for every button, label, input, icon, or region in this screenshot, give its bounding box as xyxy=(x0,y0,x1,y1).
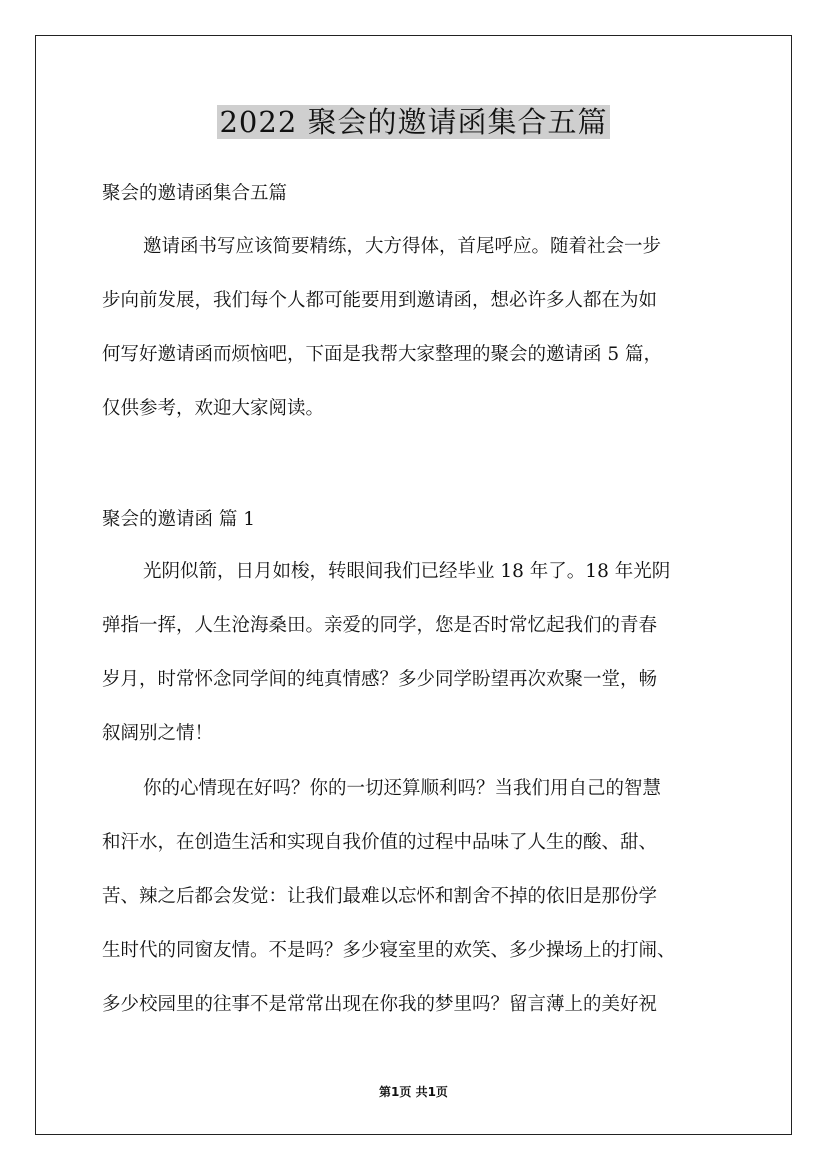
paragraph-line: 多少校园里的往事不是常常出现在你我的梦里吗？留言薄上的美好祝 xyxy=(102,994,658,1015)
paragraph-line: 岁月，时常怀念同学间的纯真情感？多少同学盼望再次欢聚一堂，畅 xyxy=(102,669,658,690)
paragraph-line: 光阴似箭，日月如梭，转眼间我们已经毕业 18 年了。18 年光阴 xyxy=(143,561,671,582)
page-footer: 第1页 共1页 xyxy=(379,1085,448,1099)
paragraph-line: 弹指一挥，人生沧海桑田。亲爱的同学，您是否时常忆起我们的青春 xyxy=(102,615,658,636)
paragraph-line: 邀请函书写应该简要精练，大方得体，首尾呼应。随着社会一步 xyxy=(143,236,662,257)
paragraph-line: 生时代的同窗友情。不是吗？多少寝室里的欢笑、多少操场上的打闹、 xyxy=(102,940,676,961)
document-title xyxy=(0,97,827,147)
section1-paragraph-1 xyxy=(102,545,730,761)
section1-paragraph-2 xyxy=(102,762,730,1032)
section-heading: 聚会的邀请函 篇 1 xyxy=(102,509,256,530)
paragraph-line: 苦、辣之后都会发觉：让我们最难以忘怀和割舍不掉的依旧是那份学 xyxy=(102,886,658,907)
document-subtitle: 聚会的邀请函集合五篇 xyxy=(102,183,288,204)
paragraph-line: 叙阔别之情！ xyxy=(102,723,214,744)
paragraph-line: 步向前发展，我们每个人都可能要用到邀请函，想必许多人都在为如 xyxy=(102,290,658,311)
intro-paragraph xyxy=(102,220,730,436)
paragraph-line: 你的心情现在好吗？你的一切还算顺利吗？当我们用自己的智慧 xyxy=(143,778,662,799)
paragraph-line: 仅供参考，欢迎大家阅读。 xyxy=(102,398,325,419)
paragraph-line: 和汗水，在创造生活和实现自我价值的过程中品味了人生的酸、甜、 xyxy=(102,832,658,853)
document-title-text: 2022 聚会的邀请函集合五篇 xyxy=(219,105,608,139)
paragraph-line: 何写好邀请函而烦恼吧，下面是我帮大家整理的聚会的邀请函 5 篇， xyxy=(102,344,663,365)
